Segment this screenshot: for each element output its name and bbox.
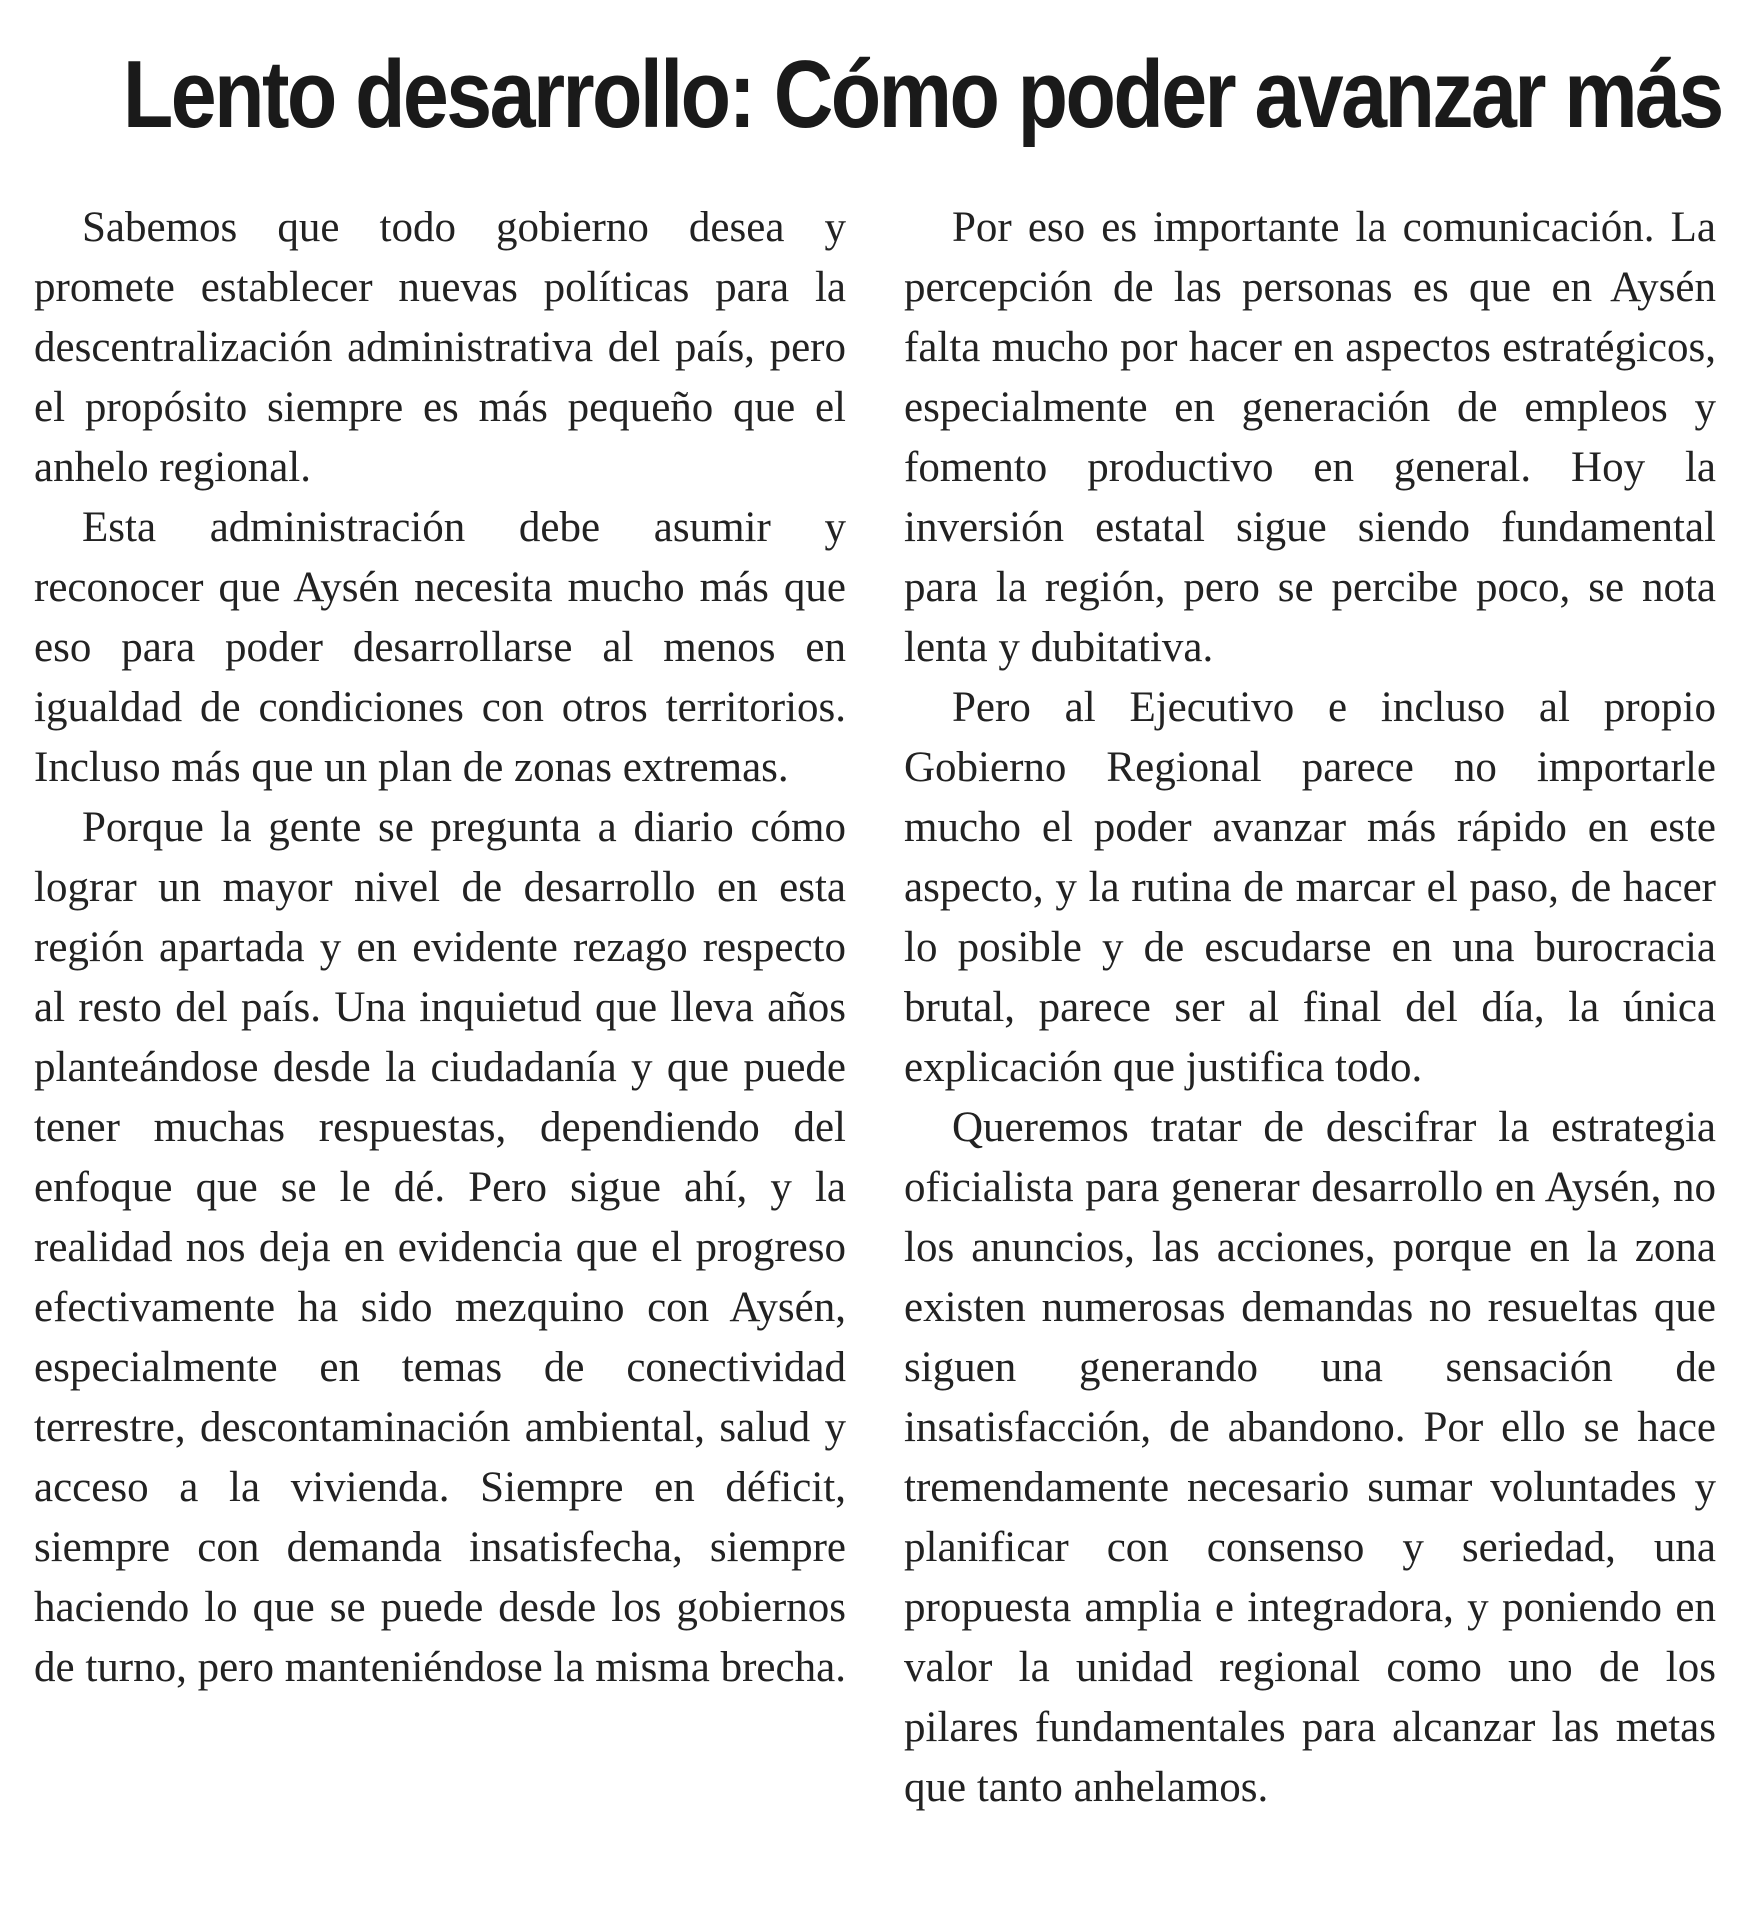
right-column xyxy=(904,198,1716,1818)
paragraph: Pero al Ejecutivo e incluso al propio Gobierno Regional parece no importarle mucho el poder avanzar más rápido en este aspecto, y la rutina de marcar el paso, de hacer lo posible y de escudarse en una burocracia brutal, parece ser al final del día, la única explicación que justifica todo. xyxy=(904,684,1716,1091)
article-headline: Lento desarrollo: Cómo poder avanzar más xyxy=(122,41,1722,148)
paragraph: Sabemos que todo gobierno desea y promete establecer nuevas políticas para la descentralización administrativa del país, pero el propósito siempre es más pequeño que el anhelo regional. xyxy=(34,204,846,491)
paragraph: Porque la gente se pregunta a diario cómo lograr un mayor nivel de desarrollo en esta región apartada y en evidente rezago respecto al resto del país. Una inquietud que lleva años planteándose desde la ciudadanía y que puede tener muchas respuestas, dependiendo del enfoque que se le dé. Pero sigue ahí, y la realidad nos deja en evidencia que el progreso efectivamente ha sido mezquino con Aysén, especialmente en temas de conectividad terrestre, descontaminación ambiental, salud y acceso a la vivienda. Siempre en déficit, siempre con demanda insatisfecha, siempre haciendo lo que se puede desde los gobiernos de turno, pero manteniéndose la misma brecha. xyxy=(34,804,846,1691)
article-body xyxy=(34,198,1716,1818)
paragraph: Por eso es importante la comunicación. La percepción de las personas es que en Aysén falta mucho por hacer en aspectos estratégicos, especialmente en generación de empleos y fomento productivo en general. Hoy la inversión estatal sigue siendo fundamental para la región, pero se percibe poco, se nota lenta y dubitativa. xyxy=(904,204,1716,671)
left-column xyxy=(34,198,846,1818)
paragraph: Queremos tratar de descifrar la estrategia oficialista para generar desarrollo en Aysén, no los anuncios, las acciones, porque en la zona existen numerosas demandas no resueltas que siguen generando una sensación de insatisfacción, de abandono. Por ello se hace tremendamente necesario sumar voluntades y planificar con consenso y seriedad, una propuesta amplia e integradora, y poniendo en valor la unidad regional como uno de los pilares fundamentales para alcanzar las metas que tanto anhelamos. xyxy=(904,1104,1716,1811)
paragraph: Esta administración debe asumir y reconocer que Aysén necesita mucho más que eso para poder desarrollarse al menos en igualdad de condiciones con otros territorios. Incluso más que un plan de zonas extremas. xyxy=(34,504,846,791)
